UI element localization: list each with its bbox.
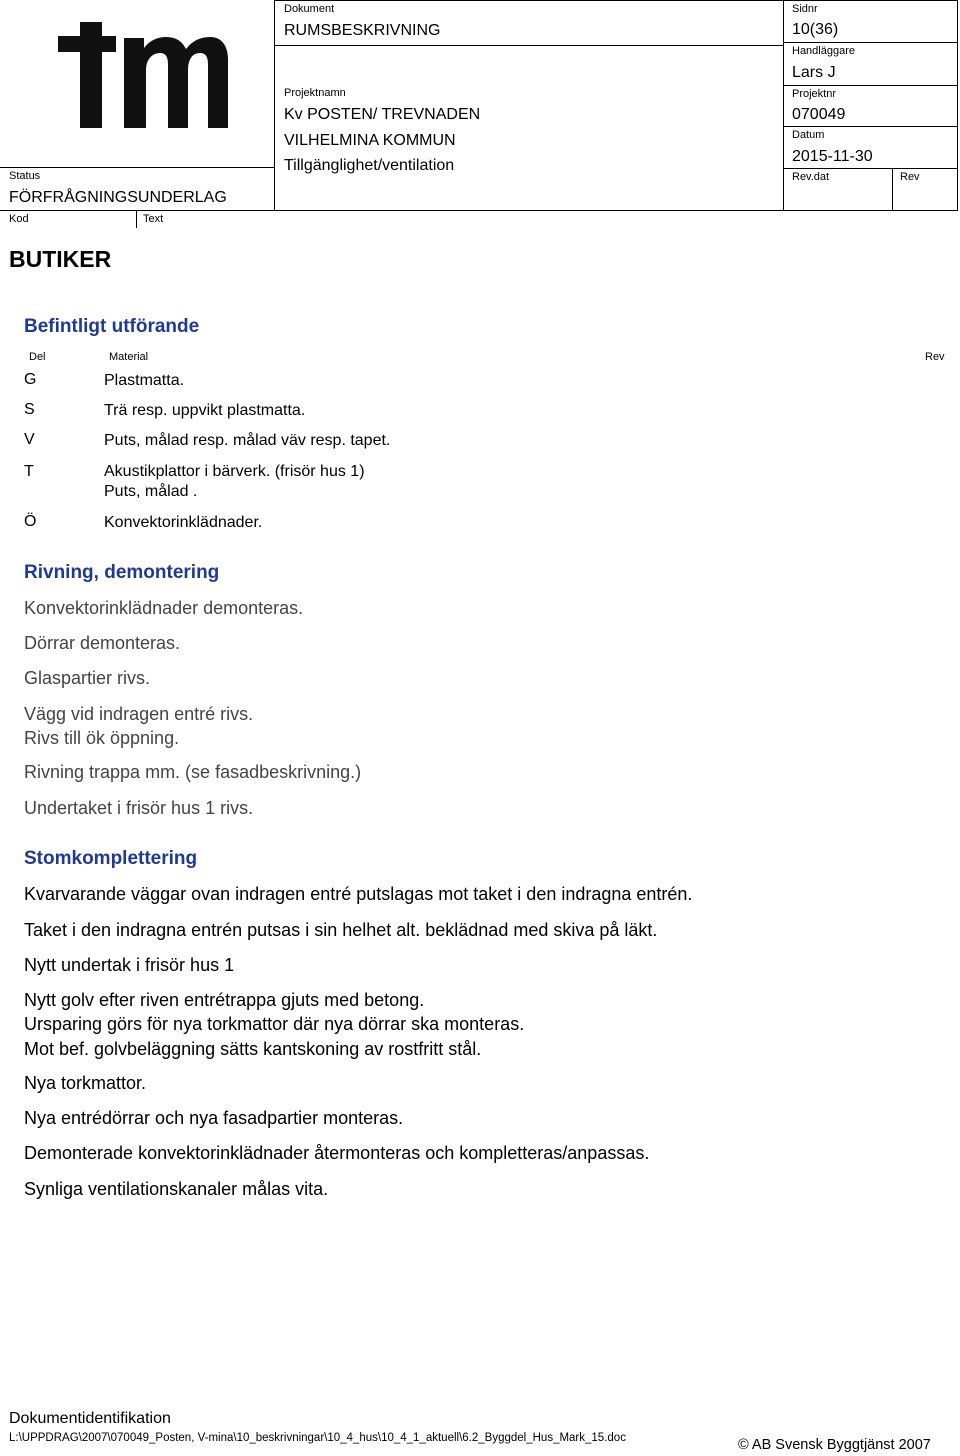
completion-item: Nytt golv efter riven entrétrappa gjuts med betong. [24,990,425,1010]
status-label: Status [9,170,41,182]
row-material-v: Puts, målad resp. målad väv resp. tapet. [104,432,391,449]
row-code-g: G [24,371,37,388]
row-material-t-2: Puts, målad . [104,483,198,500]
dokument-value: RUMSBESKRIVNING [284,22,441,39]
header-border-bottom [0,210,958,211]
doc-path: L:\UPPDRAG\2007\070049_Posten, V-mina\10_beskrivningar\10_4_hus\10_4_1_aktuell\6.2_Byggdel_Hus_Mark_15.doc [9,1432,626,1444]
row-material-g: Plastmatta. [104,372,185,389]
completion-item: Synliga ventilationskanaler målas vita. [24,1179,329,1199]
projektnr-value: 070049 [792,106,846,123]
completion-item: Nytt undertak i frisör hus 1 [24,955,235,975]
projektnamn-line-2: VILHELMINA KOMMUN [284,132,456,149]
row-material-s: Trä resp. uppvikt plastmatta. [104,402,306,419]
rev-label: Rev [900,171,920,183]
projektnamn-label: Projektnamn [284,87,346,99]
kod-text-divider [136,211,137,228]
projektnamn-line-1: Kv POSTEN/ TREVNADEN [284,106,481,123]
demolition-item: Rivs till ök öppning. [24,728,180,748]
copyright: © AB Svensk Byggtjänst 2007 [738,1437,931,1453]
demolition-item: Rivning trappa mm. (se fasadbeskrivning.) [24,762,362,782]
revdat-label: Rev.dat [792,171,830,183]
demolition-item: Konvektorinklädnader demonteras. [24,598,304,618]
header-line-doc [274,45,783,46]
header-border-right [957,0,958,211]
row-material-t-1: Akustikplattor i bärverk. (frisör hus 1) [104,463,365,480]
completion-heading: Stomkomplettering [24,848,198,869]
row-material-o: Konvektorinklädnader. [104,514,263,531]
header-border-top [274,0,958,1]
text-label: Text [143,213,164,225]
room-title: BUTIKER [9,246,112,272]
row-code-t: T [24,463,34,480]
header-line-datum [784,168,958,169]
header-line-projnr [784,126,958,127]
completion-item: Ursparing görs för nya torkmattor där nya dörrar ska monteras. [24,1014,525,1034]
datum-value: 2015-11-30 [792,148,873,165]
completion-item: Taket i den indragna entrén putsas i sin helhet alt. beklädnad med skiva på läkt. [24,920,658,940]
doc-id-label: Dokumentidentifikation [9,1410,171,1427]
completion-item: Demonterade konvektorinklädnader återmonteras och kompletteras/anpassas. [24,1143,650,1163]
header-divider-left [274,0,275,211]
row-code-s: S [24,401,35,418]
projektnamn-line-3: Tillgänglighet/ventilation [284,157,455,174]
row-code-v: V [24,431,35,448]
dokument-label: Dokument [284,3,335,15]
handlaggare-label: Handläggare [792,45,855,57]
tm-logo [58,22,230,132]
kod-label: Kod [9,213,29,225]
completion-item: Mot bef. golvbeläggning sätts kantskoning av rostfritt stål. [24,1039,482,1059]
completion-item: Kvarvarande väggar ovan indragen entré putslagas mot taket i den indragna entrén. [24,884,693,904]
row-code-o: Ö [24,513,37,530]
status-value: FÖRFRÅGNINGSUNDERLAG [9,189,227,206]
col-material: Material [109,351,149,363]
sidnr-value: 10(36) [792,21,839,38]
demolition-item: Dörrar demonteras. [24,633,181,653]
col-rev: Rev [925,351,945,363]
demolition-item: Glaspartier rivs. [24,668,151,688]
projektnr-label: Projektnr [792,88,837,100]
datum-label: Datum [792,129,825,141]
demolition-heading: Rivning, demontering [24,562,220,583]
sidnr-label: Sidnr [792,3,818,15]
col-del: Del [29,351,46,363]
handlaggare-value: Lars J [792,64,836,81]
completion-item: Nya entrédörrar och nya fasadpartier monteras. [24,1108,404,1128]
completion-item: Nya torkmattor. [24,1073,147,1093]
demolition-item: Undertaket i frisör hus 1 rivs. [24,798,254,818]
header-divider-right [783,0,784,211]
demolition-item: Vägg vid indragen entré rivs. [24,704,254,724]
header-line-handl [784,85,958,86]
header-divider-rev [892,168,893,211]
header-line-status [0,167,275,168]
existing-heading: Befintligt utförande [24,316,200,337]
header-line-sidnr [784,42,958,43]
